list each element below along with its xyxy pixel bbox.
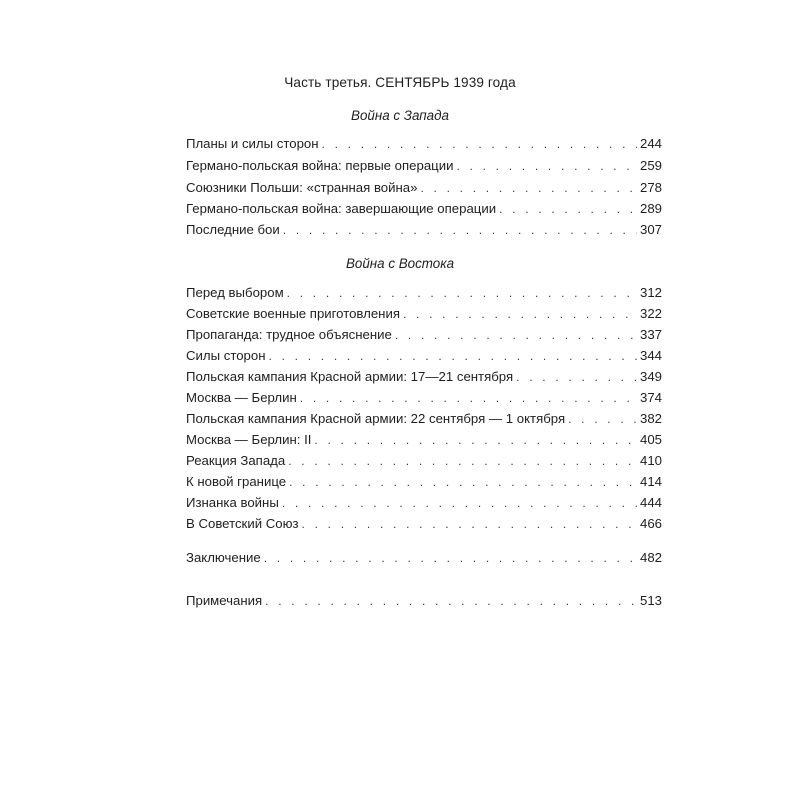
- toc-entry-page: 337: [639, 327, 662, 342]
- dot-leader: [269, 349, 637, 363]
- toc-entry[interactable]: [186, 180, 662, 200]
- dot-leader: [456, 159, 637, 173]
- toc-entry-title: Польская кампания Красной армии: 22 сентября — 1 октября: [186, 411, 566, 426]
- dot-leader: [302, 517, 637, 531]
- toc-entry[interactable]: [186, 495, 662, 515]
- toc-entry-title: Планы и силы сторон: [186, 136, 319, 151]
- dot-leader: [516, 370, 637, 384]
- dot-leader: [322, 137, 637, 151]
- toc-entry[interactable]: [186, 369, 662, 389]
- toc-entry-page: 513: [639, 593, 662, 608]
- toc-entry[interactable]: [186, 390, 662, 410]
- toc-entry-page: 344: [639, 348, 662, 363]
- part-title: Часть третья. СЕНТЯБРЬ 1939 года: [284, 75, 516, 90]
- toc-entry-page: 244: [639, 136, 662, 151]
- toc-entry[interactable]: [186, 411, 662, 431]
- toc-entry[interactable]: [186, 222, 662, 242]
- toc-entry[interactable]: [186, 474, 662, 494]
- toc-entry-title: Германо-польская война: первые операции: [186, 158, 454, 173]
- dot-leader: [287, 286, 637, 300]
- toc-entry-page: 466: [639, 516, 662, 531]
- toc-entry-title: Москва — Берлин: [186, 390, 297, 405]
- toc-entry[interactable]: [186, 158, 662, 178]
- dot-leader: [314, 433, 637, 447]
- toc-entry-page: 289: [639, 201, 662, 216]
- toc-entry-title: В Советский Союз: [186, 516, 299, 531]
- toc-entry-page: 410: [639, 453, 662, 468]
- toc-entry[interactable]: [186, 306, 662, 326]
- toc-entry-title: Союзники Польши: «странная война»: [186, 180, 418, 195]
- dot-leader: [289, 475, 637, 489]
- toc-entry-title: К новой границе: [186, 474, 287, 489]
- toc-entry[interactable]: [186, 348, 662, 368]
- dot-leader: [403, 307, 637, 321]
- toc-entry-title: Примечания: [186, 593, 263, 608]
- toc-entry-page: 307: [639, 222, 662, 237]
- section-title-west: Война с Запада: [351, 108, 449, 123]
- toc-entry-title: Последние бои: [186, 222, 280, 237]
- toc-entry-title: Изнанка войны: [186, 495, 279, 510]
- toc-entry-page: 312: [639, 285, 662, 300]
- toc-entry-notes[interactable]: [186, 593, 662, 613]
- toc-entry-page: 405: [639, 432, 662, 447]
- toc-entry-title: Москва — Берлин: II: [186, 432, 312, 447]
- section-title-east: Война с Востока: [345, 256, 455, 271]
- toc-entry-page: 414: [639, 474, 662, 489]
- toc-entry[interactable]: [186, 432, 662, 452]
- toc-entry[interactable]: [186, 285, 662, 305]
- dot-leader: [288, 454, 637, 468]
- dot-leader: [264, 551, 637, 565]
- toc-entry-title: Советские военные приготовления: [186, 306, 400, 321]
- toc-entry-page: 444: [639, 495, 662, 510]
- dot-leader: [499, 202, 637, 216]
- toc-entry-title: Реакция Запада: [186, 453, 286, 468]
- dot-leader: [568, 412, 637, 426]
- toc-entry-title: Пропаганда: трудное объяснение: [186, 327, 392, 342]
- toc-entry-page: 259: [639, 158, 662, 173]
- dot-leader: [282, 496, 637, 510]
- toc-entry[interactable]: [186, 453, 662, 473]
- toc-entry[interactable]: [186, 201, 662, 221]
- toc-entry[interactable]: [186, 516, 662, 536]
- dot-leader: [283, 223, 637, 237]
- toc-entry-conclusion[interactable]: [186, 550, 662, 570]
- dot-leader: [420, 181, 637, 195]
- toc-entry-page: 322: [639, 306, 662, 321]
- toc-entry-title: Силы сторон: [186, 348, 266, 363]
- toc-entry-page: 374: [639, 390, 662, 405]
- toc-entry-page: 278: [639, 180, 662, 195]
- toc-entry[interactable]: [186, 136, 662, 156]
- toc-entry-page: 482: [639, 550, 662, 565]
- toc-entry-page: 349: [639, 369, 662, 384]
- dot-leader: [265, 594, 637, 608]
- dot-leader: [395, 328, 637, 342]
- toc-entry-title: Германо-польская война: завершающие операции: [186, 201, 497, 216]
- toc-entry-title: Заключение: [186, 550, 261, 565]
- toc-entry[interactable]: [186, 327, 662, 347]
- toc-entry-title: Перед выбором: [186, 285, 284, 300]
- toc-entry-title: Польская кампания Красной армии: 17—21 сентября: [186, 369, 514, 384]
- dot-leader: [300, 391, 637, 405]
- toc-entry-page: 382: [639, 411, 662, 426]
